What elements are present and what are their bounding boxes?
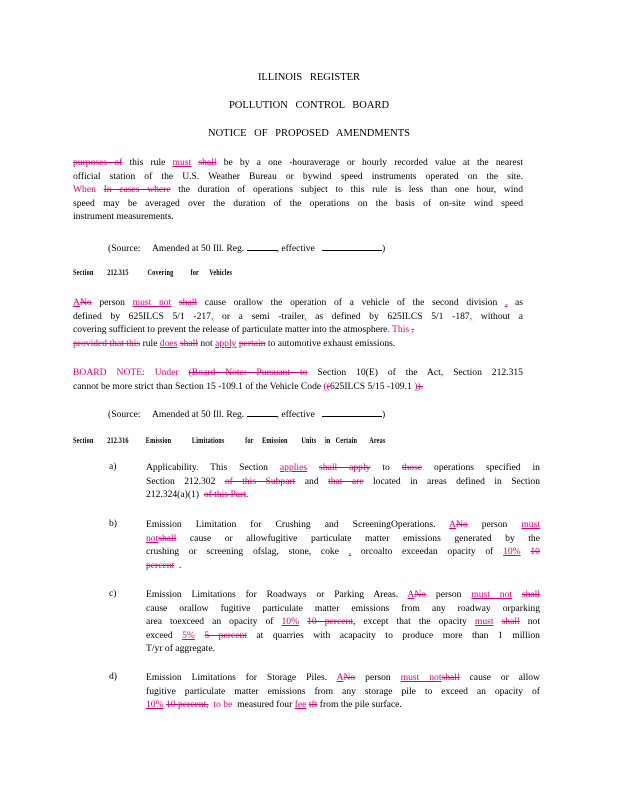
board-note-line1: BOARD NOTE: Under (Board Note: Pursuant to Section 10(E) of the Act, Section 212.315	[73, 367, 523, 378]
item-a-label: a)	[109, 461, 117, 472]
board-note	[73, 366, 523, 393]
item-c-line1: Emission Limitations for Roadways or Parking Areas. ANo person must not shall	[146, 589, 540, 600]
item-d-storage-piles	[146, 671, 540, 712]
notice-title: NOTICE OF PROPOSED AMENDMENTS	[208, 128, 410, 139]
item-c-line2: cause orallow fugitive particulate matter emissions from any roadway orparking	[146, 602, 540, 614]
item-a-line2: Section 212.302 of this Subpart and that are located in areas defined in Section	[146, 475, 540, 487]
item-b-line1: Emission Limitation for Crushing and ScreeningOperations. ANo person must	[146, 519, 540, 530]
para2-line3: covering sufficient to prevent the release of particulate matter into the atmosphere. This ,	[73, 324, 414, 336]
item-c-line5: T/yr of aggregate.	[146, 643, 215, 655]
item-a-applicability	[146, 461, 540, 502]
item-d-line3: 10% 10 percent, to be measured four fee tft from the pile surface.	[146, 699, 402, 711]
source-note-1: (Source: Amended at 50 Ill. Reg. , effective )	[108, 243, 386, 254]
item-b-label: b)	[109, 518, 117, 529]
item-b-line4: percent .	[146, 559, 182, 571]
item-a-line3: 212.324(a)(1) of this Part.	[146, 489, 249, 501]
item-a-line1: Applicability. This Section applies shall apply to those operations specified in	[146, 462, 540, 473]
para1-line1: purposes of this rule must shall be by a one -houraverage or hourly recorded value at the nearest	[73, 157, 523, 168]
board-note-line2: cannot be more strict than Section 15 -109.1 of the Vehicle Code ((625ILCS 5/15 -109.1 )).	[73, 380, 423, 392]
vehicle-covering-paragraph	[73, 296, 523, 350]
item-b-line2: notshall cause or allowfugitive particulate matter emissions generated by the	[146, 532, 540, 544]
item-c-roadways	[146, 588, 540, 656]
item-c-label: c)	[109, 588, 117, 599]
section-212-315-heading: Section 212.315 Covering for Vehicles	[73, 268, 233, 277]
item-c-line3: area toexceed an opacity of 10% 10 percent, except that the opacity must shall not	[146, 616, 540, 628]
item-d-line1: Emission Limitations for Storage Piles. ANo person must notshall cause or allow	[146, 672, 540, 683]
source-note-2: (Source: Amended at 50 Ill. Reg. , effective )	[108, 409, 386, 420]
para1-line2: official station of the U.S. Weather Bureau or bywind speed instruments operated on the site.	[73, 170, 523, 182]
item-b-line3: crushing or screening ofslag, stone, coke , orcoalto exceedan opacity of 10% 10	[146, 546, 540, 558]
register-title: ILLINOIS REGISTER	[257, 72, 361, 83]
board-title: POLLUTION CONTROL BOARD	[228, 100, 390, 111]
item-b-crushing	[146, 518, 540, 572]
section-212-316-heading: Section 212.316 Emission Limitations for Emission Units in Certain Areas	[73, 436, 386, 445]
para2-line2: defined by 625ILCS 5/1 -217, or a semi -trailer, as defined by 625ILCS 5/1 -187, without a	[73, 310, 523, 322]
para1-line3: When In cases where the duration of operations subject to this rule is less than one hour, wind	[73, 184, 523, 196]
para1-line4: speed may be averaged over the duration of the operations on the basis of on-site wind speed	[73, 197, 523, 209]
para1-line5: instrument measurements.	[73, 211, 174, 223]
wind-speed-paragraph	[73, 156, 523, 224]
item-d-line2: fugitive particulate matter emissions from any storage pile to exceed an opacity of	[146, 685, 540, 697]
para2-line4: provided that this rule does shall not apply pertain to automotive exhaust emissions.	[73, 337, 396, 349]
para2-line1: ANo person must not shall cause orallow the operation of a vehicle of the second division , as	[73, 297, 523, 308]
item-d-label: d)	[109, 671, 117, 682]
item-c-line4: exceed 5% 5 percent at quarries with acapacity to produce more than 1 million	[146, 629, 540, 641]
